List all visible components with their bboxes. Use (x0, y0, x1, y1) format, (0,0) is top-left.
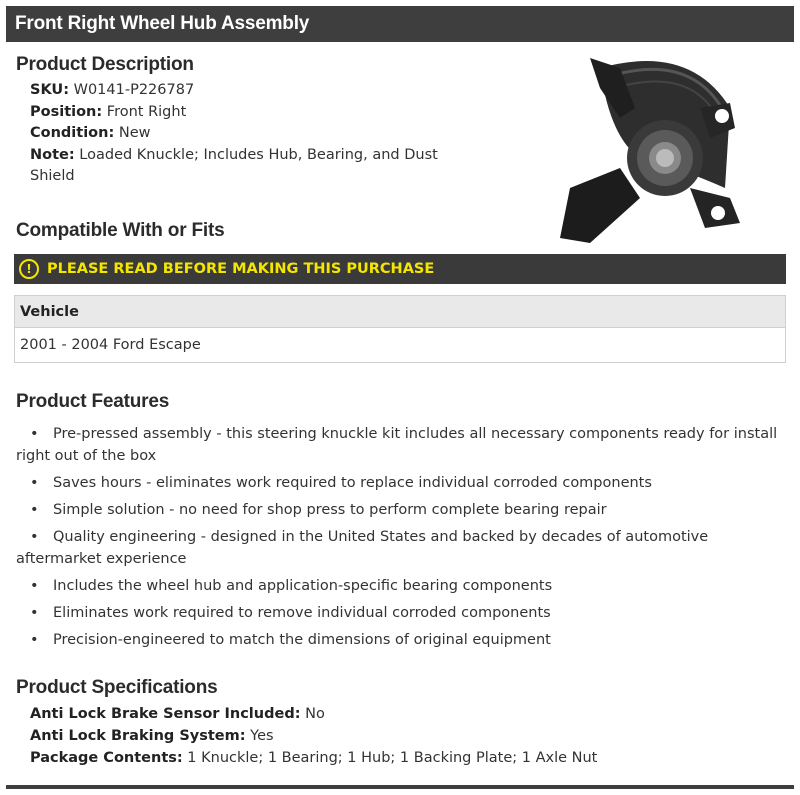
warning-text: PLEASE READ BEFORE MAKING THIS PURCHASE (47, 261, 435, 277)
table-row: 2001 - 2004 Ford Escape (20, 337, 201, 353)
feature-text: Pre-pressed assembly - this steering knuckle kit includes all necessary components ready for install right out of the box (16, 426, 778, 464)
feature-text: Quality engineering - designed in the United States and backed by decades of automotive aftermarket experience (16, 529, 709, 567)
feature-text: Precision-engineered to match the dimensions of original equipment (53, 632, 551, 648)
abs-sensor-row (30, 704, 325, 726)
product-description-heading: Product Description (16, 54, 194, 75)
position-label: Position: (30, 103, 103, 120)
feature-text: Eliminates work required to remove individual corroded components (53, 605, 551, 621)
note-row (30, 145, 470, 188)
abs-system-value: Yes (250, 728, 274, 744)
package-contents-label: Package Contents: (30, 750, 183, 766)
condition-row (30, 123, 470, 145)
condition-value: New (118, 125, 151, 141)
position-value: Front Right (106, 103, 187, 120)
list-item: • Precision-engineered to match the dimensions of original equipment (30, 632, 551, 648)
list-item: • Saves hours - eliminates work required to replace individual corroded components (30, 475, 652, 491)
list-item: • Pre-pressed assembly - this steering knuckle kit includes all necessary components ready for install right out of the box (16, 426, 778, 464)
abs-system-label: Anti Lock Braking System: (30, 728, 246, 744)
feature-text: Simple solution - no need for shop press to perform complete bearing repair (53, 502, 607, 518)
vehicle-column-header: Vehicle (15, 296, 785, 328)
abs-sensor-label: Anti Lock Brake Sensor Included: (30, 706, 301, 722)
list-item: • Includes the wheel hub and application-specific bearing components (30, 578, 553, 594)
bottom-divider (6, 785, 794, 789)
product-features-heading: Product Features (16, 391, 170, 412)
note-label: Note: (30, 146, 75, 163)
product-specifications-heading: Product Specifications (16, 677, 218, 698)
feature-text: Saves hours - eliminates work required to replace individual corroded components (53, 475, 652, 491)
purchase-warning-banner (14, 254, 786, 284)
vehicle-table (14, 295, 786, 363)
condition-label: Condition: (30, 125, 115, 141)
feature-text: Includes the wheel hub and application-specific bearing components (53, 578, 553, 594)
package-contents-row (30, 748, 597, 770)
sku-row (30, 80, 470, 102)
steering-knuckle-image (540, 48, 780, 258)
package-contents-value: 1 Knuckle; 1 Bearing; 1 Hub; 1 Backing Plate; 1 Axle Nut (187, 750, 598, 766)
product-description-list (30, 80, 470, 188)
exclamation-circle-icon: ! (19, 259, 39, 279)
note-value: Loaded Knuckle; Includes Hub, Bearing, and Dust Shield (30, 146, 438, 184)
sku-value: W0141-P226787 (73, 82, 195, 98)
page-title: Front Right Wheel Hub Assembly (6, 6, 794, 42)
list-item: • Simple solution - no need for shop press to perform complete bearing repair (30, 502, 607, 518)
compatible-heading: Compatible With or Fits (16, 220, 225, 241)
sku-label: SKU: (30, 82, 69, 98)
abs-sensor-value: No (305, 706, 325, 722)
position-row (30, 102, 470, 124)
abs-system-row (30, 726, 274, 748)
features-list (16, 423, 792, 656)
list-item: • Eliminates work required to remove individual corroded components (30, 605, 551, 621)
list-item: • Quality engineering - designed in the United States and backed by decades of automotive aftermarket experience (16, 529, 709, 567)
